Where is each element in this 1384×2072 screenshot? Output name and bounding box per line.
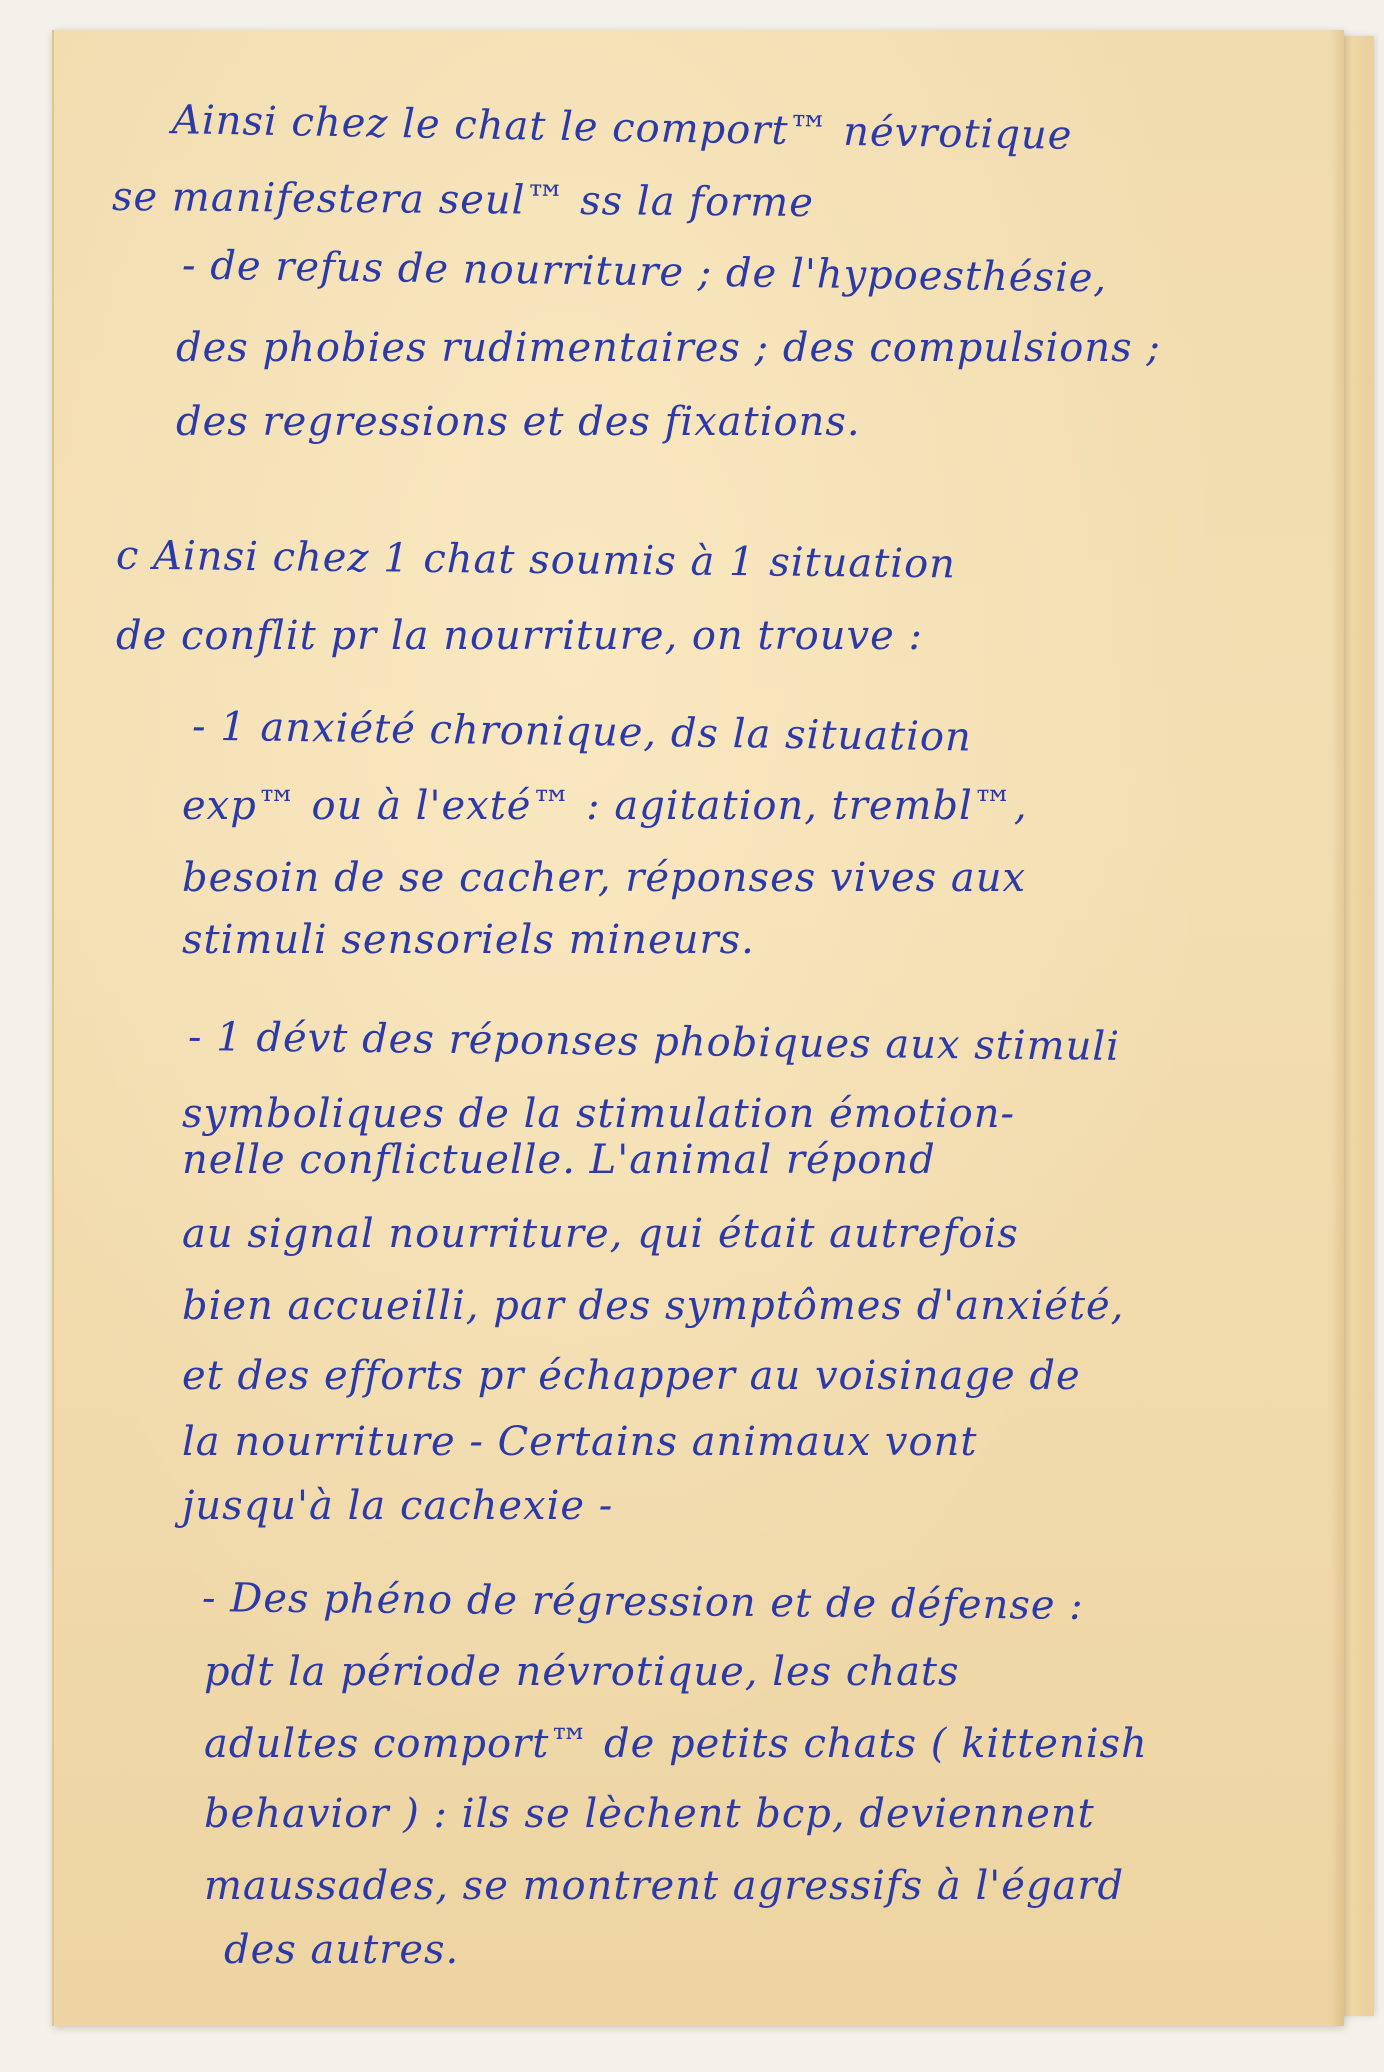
handwritten-line: pdt la période névrotique, les chats xyxy=(204,1649,960,1695)
handwritten-line: des phobies rudimentaires ; des compulsions ; xyxy=(176,325,1161,371)
handwritten-line: exp™ ou à l'exté™ : agitation, trembl™, xyxy=(182,783,1028,829)
handwritten-line: - de refus de nourriture ; de l'hypoesthésie, xyxy=(181,242,1108,302)
handwritten-line: nelle conflictuelle. L'animal répond xyxy=(182,1137,936,1183)
handwritten-line: - 1 dévt des réponses phobiques aux stimuli xyxy=(187,1014,1121,1070)
handwritten-line: symboliques de la stimulation émotion- xyxy=(182,1091,1016,1137)
handwritten-line: besoin de se cacher, réponses vives aux xyxy=(182,855,1027,901)
handwritten-line: au signal nourriture, qui était autrefois xyxy=(182,1211,1019,1257)
handwritten-line: c Ainsi chez 1 chat soumis à 1 situation xyxy=(115,532,957,588)
handwritten-line: stimuli sensoriels mineurs. xyxy=(182,917,755,963)
handwritten-line: de conflit pr la nourriture, on trouve : xyxy=(116,613,923,659)
manuscript-page xyxy=(52,30,1344,2026)
handwritten-line: - Des phéno de régression et de défense : xyxy=(201,1575,1084,1629)
handwritten-line: maussades, se montrent agressifs à l'égard xyxy=(204,1863,1125,1909)
handwritten-line: et des efforts pr échapper au voisinage de xyxy=(182,1353,1081,1399)
handwritten-line: Ainsi chez le chat le comport™ névrotique xyxy=(171,97,1073,159)
handwritten-line: des autres. xyxy=(224,1927,460,1973)
handwritten-line: se manifestera seul™ ss la forme xyxy=(111,173,815,227)
handwritten-line: - 1 anxiété chronique, ds la situation xyxy=(191,703,973,761)
handwritten-line: behavior ) : ils se lèchent bcp, deviennent xyxy=(204,1791,1095,1837)
handwritten-line: jusqu'à la cachexie - xyxy=(182,1483,614,1529)
handwritten-line: bien accueilli, par des symptômes d'anxiété, xyxy=(182,1283,1125,1329)
handwritten-line: adultes comport™ de petits chats ( kittenish xyxy=(204,1721,1148,1767)
handwritten-line: la nourriture - Certains animaux vont xyxy=(182,1419,978,1465)
handwritten-line: des regressions et des fixations. xyxy=(176,399,861,445)
